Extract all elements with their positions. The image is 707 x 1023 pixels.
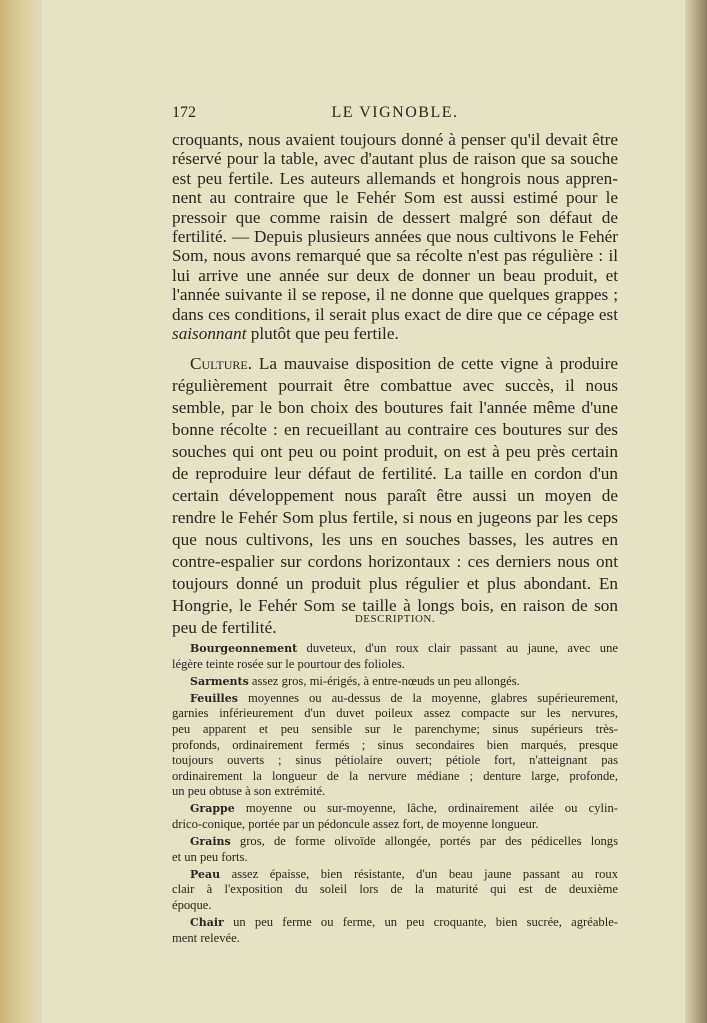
text-line: peu de fertilité. [172,618,277,637]
text-line: rendre le Fehér Som plus fertile, si nous en jugeons par les ceps [172,508,618,527]
description-term: Sarments [190,674,249,688]
text-fragment: gros, de forme olivoïde allongée, portés par des pédicelles longs [230,834,618,849]
text-line: Som, nous avons remarqué que sa récolte n'est pas régulière : il [172,246,618,266]
text-line: semble, par le bon choix des boutures fait l'année même d'une [172,398,618,417]
text-line: contre-espalier sur cordons horizontaux : ces derniers nous ont [172,552,618,571]
description-entry [172,915,618,946]
text-line: de reproduire leur défaut de fertilité. La taille en cordon d'un [172,464,618,483]
description-entry [172,801,618,832]
text-fragment: moyenne ou sur-moyenne, lâche, ordinairement ailée ou cylin- [234,801,618,816]
text-line: réservé pour la table, avec d'autant plus de raison que sa souche [172,149,618,169]
description-entry [172,641,618,672]
text-line: toujours ouverts ; sinus pétiolaire ouvert; pétiole fort, n'atteignant pas [172,753,618,768]
text-fragment: La mauvaise disposition de cette vigne à produire [252,354,618,373]
description-entry [172,674,618,690]
paragraph-culture [172,353,618,639]
text-line: nent au contraire que le Fehér Som est aussi estimé pour le [172,188,618,208]
text-fragment: assez gros, mi-érigés, à entre-nœuds un peu allongés. [248,673,520,688]
description-term: Grappe [190,802,235,816]
text-line: bonne récolte : en recueillant au contraire ces boutures sur des [172,420,618,439]
description-entry [172,867,618,914]
text-line [172,641,618,657]
text-line: régulièrement pourrait être combattue avec succès, il nous [172,376,618,395]
text-line [172,801,618,817]
paragraph-continuation [172,130,618,343]
text-line: profonds, ordinairement fermés ; sinus secondaires bien marqués, presque [172,737,618,752]
text-line [172,674,618,690]
text-line: Hongrie, le Fehér Som se taille à longs bois, en raison de son [172,596,618,615]
text-line: et un peu forts. [172,849,248,864]
description-term: Chair [190,916,224,930]
section-lead: Culture. [190,354,252,373]
text-line [172,324,618,343]
text-line: lui arrive une année sur deux de donner un beau produit, et [172,265,618,285]
text-line: fertilité. — Depuis plusieurs années que nous cultivons le Fehér [172,227,618,247]
text-line: est peu fertile. Les auteurs allemands et hongrois nous appren- [172,168,618,188]
text-line: drico-conique, portée par un pédoncule assez fort, de moyenne longueur. [172,817,539,832]
description-term: Grains [190,835,231,849]
text-line: souches qui ont peu ou point produit, on est à peu près certain [172,442,618,461]
description-term: Peau [190,867,221,881]
text-line [172,353,618,375]
text-line [172,867,618,883]
description-term: Bourgeonnement [190,642,298,655]
description-list [172,641,618,948]
text-line: clair à l'exposition du soleil lors de la maturité qui est de deuxième [172,882,618,897]
text-line: l'année suivante il se repose, il ne donne que quelques grappes ; [172,285,618,305]
text-line: toujours donné un produit plus régulier et plus abondant. En [172,574,618,593]
text-fragment: plutôt que peu fertile. [246,324,399,344]
text-fragment: duveteux, d'un roux clair passant au jaune, avec une [297,641,618,655]
text-line [172,691,618,707]
text-line: ment relevée. [172,930,240,945]
text-line: ordinairement la longueur de la nervure médiane ; denture large, profonde, [172,768,618,783]
text-line: peu apparent et peu sensible sur le parenchyme; sinus supérieurs très- [172,721,618,736]
italic-term: saisonnant [172,324,247,344]
text-line: pressoir que comme raisin de dessert malgré son défaut de [172,207,618,227]
description-entry [172,834,618,865]
text-line: époque. [172,898,212,912]
text-line: légère teinte rosée sur le pourtour des folioles. [172,656,405,671]
page-number: 172 [172,104,196,121]
text-line: dans ces conditions, il serait plus exact de dire que ce cépage est [172,304,618,324]
page-right-edge [685,0,707,1023]
text-line: que nous cultivons, les uns en souches basses, les autres en [172,530,618,549]
text-fragment: moyennes ou au-dessus de la moyenne, glabres supérieurement, [237,690,618,705]
description-term: Feuilles [190,691,238,705]
text-line: garnies inférieurement d'un duvet poileux assez compacte sur les nervures, [172,706,618,721]
text-fragment: assez épaisse, bien résistante, d'un beau jaune passant au roux [220,866,618,881]
description-entry [172,691,618,800]
description-heading: DESCRIPTION. [354,613,436,625]
text-line [172,915,618,931]
book-spine-edge [0,0,42,1023]
text-line: un peu obtuse à son extrémité. [172,784,326,799]
text-fragment: un peu ferme ou ferme, un peu croquante, bien sucrée, agréable- [223,915,618,930]
running-title: LE VIGNOBLE. [331,104,459,121]
text-line [172,834,618,850]
text-line: certain développement nous paraît être aussi un moyen de [172,486,618,505]
text-line: croquants, nous avaient toujours donné à penser qu'il devait être [172,130,618,149]
